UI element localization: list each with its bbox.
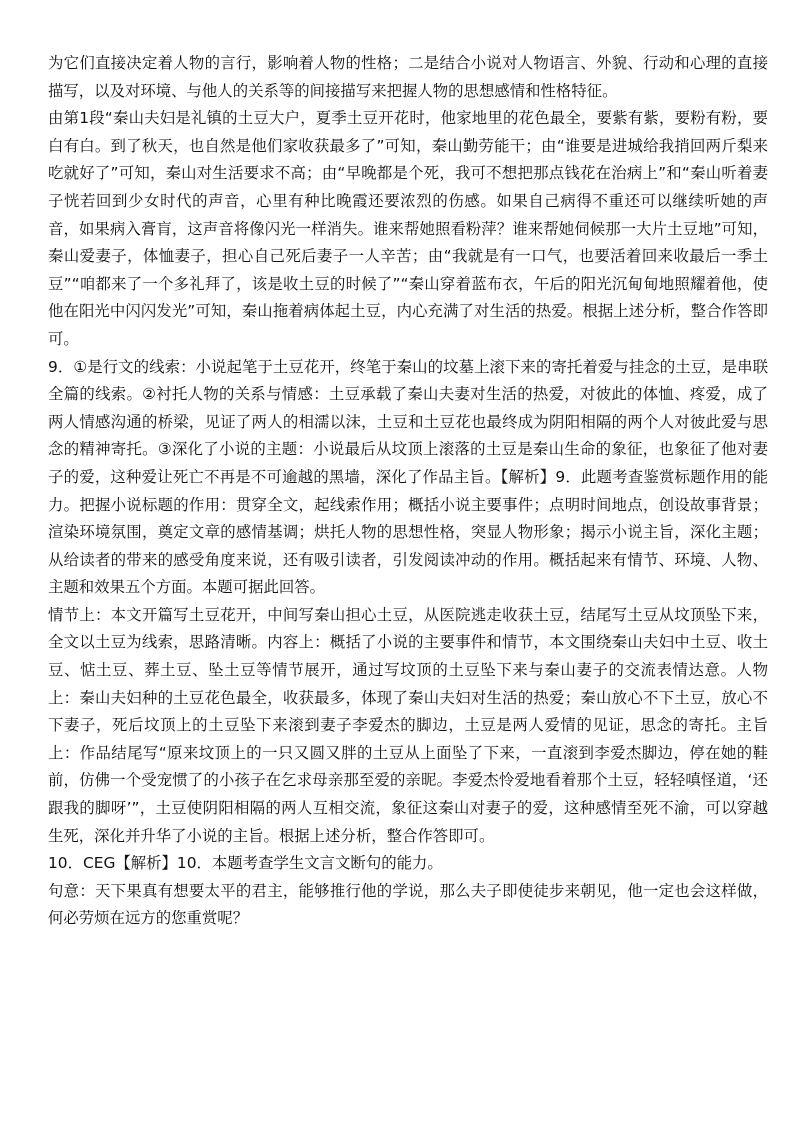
paragraph-character-analysis-method: 为它们直接决定着人物的言行，影响着人物的性格；二是结合小说对人物语言、外貌、行动和心理的直接描写，以及对环境、与他人的关系等的间接描写来把握人物的思想感情和性格特征。	[48, 54, 768, 100]
document-page	[48, 50, 768, 933]
paragraph-sentence-meaning: 句意：天下果真有想要太平的君主，能够推行他的学说，那么夫子即使徒步来朝见，他一定也会这样做，何必劳烦在远方的您重赏呢？	[48, 881, 768, 928]
paragraph-answer-10: 10．CEG【解析】10．本题考查学生文言文断句的能力。	[48, 854, 443, 873]
paragraph-answer-9-detail: 情节上：本文开篇写土豆花开，中间写秦山担心土豆，从医院逃走收获土豆，结尾写土豆从坟顶坠下来，全文以土豆为线索，思路清晰。内容上：概括了小说的主要事件和情节，本文围绕秦山夫妇中土豆、收土豆、惦土豆、葬土豆、坠土豆等情节展开，通过写坟顶的土豆坠下来与秦山妻子的交流表情达意。人物上：秦山夫妇种的土豆花色最全，收获最多，体现了秦山夫妇对生活的热爱；秦山放心不下土豆，放心不下妻子，死后坟顶上的土豆坠下来滚到妻子李爱杰的脚边，土豆是两人爱情的见证，思念的寄托。主旨上：作品结尾写“原来坟顶上的一只又圆又胖的土豆从上面坠了下来，一直滚到李爱杰脚边，停在她的鞋前，仿佛一个受宠惯了的小孩子在乞求母亲那至爱的亲昵。李爱杰怜爱地看着那个土豆，轻轻嗔怪道，‘还跟我的脚呀’”，土豆使阴阳相隔的两人互相交流，象征这秦山对妻子的爱，这种感情至死不渝，可以穿越生死，深化并升华了小说的主旨。根据上述分析，整合作答即可。	[48, 605, 768, 845]
paragraph-qinshan-analysis: 由第1段“秦山夫妇是礼镇的土豆大户，夏季土豆开花时，他家地里的花色最全，要紫有紫，要粉有粉，要白有白。到了秋天，也自然是他们家收获最多了”可知，秦山勤劳能干；由“谁要是进城给我捎回两斤梨来吃就好了”可知，秦山对生活要求不高；由“早晚都是个死，我可不想把那点钱花在治病上”和“秦山听着妻子恍若回到少女时代的声音，心里有种比晚霞还要浓烈的伤感。如果自己病得不重还可以继续听她的声音，如果病入膏肓，这声音将像闪光一样消失。谁来帮她照看粉萍？谁来帮她伺候那一大片土豆地”可知，秦山爱妻子，体恤妻子，担心自己死后妻子一人辛苦；由“我就是有一口气，也要活着回来收最后一季土豆”“咱都来了一个多礼拜了，该是收土豆的时候了”“秦山穿着蓝布衣，午后的阳光沉甸甸地照耀着他，使他在阳光中闪闪发光”可知，秦山拖着病体起土豆，内心充满了对生活的热爱。根据上述分析，整合作答即可。	[48, 109, 768, 348]
paragraph-answer-9: 9．①是行文的线索：小说起笔于土豆花开，终笔于秦山的坟墓上滚下来的寄托着爱与挂念的土豆，是串联全篇的线索。②衬托人物的关系与情感：土豆承载了秦山夫妻对生活的热爱，对彼此的体恤、疼爱，成了两人情感沟通的桥梁，见证了两人的相濡以沫，土豆和土豆花也最终成为阴阳相隔的两个人对彼此爱与思念的精神寄托。③深化了小说的主题：小说最后从坟顶上滚落的土豆是秦山生命的象征，也象征了他对妻子的爱，这种爱让死亡不再是不可逾越的黑墙，深化了作品主旨。【解析】9．此题考查鉴赏标题作用的能力。把握小说标题的作用：贯穿全文，起线索作用；概括小说主要事件；点明时间地点，创设故事背景；渲染环境氛围，奠定文章的感情基调；烘托人物的思想性格，突显人物形象；揭示小说主旨，深化主题；从给读者的带来的感受角度来说，还有吸引读者，引发阅读冲动的作用。概括起来有情节、环境、人物、主题和效果五个方面。本题可据此回答。	[48, 357, 768, 597]
